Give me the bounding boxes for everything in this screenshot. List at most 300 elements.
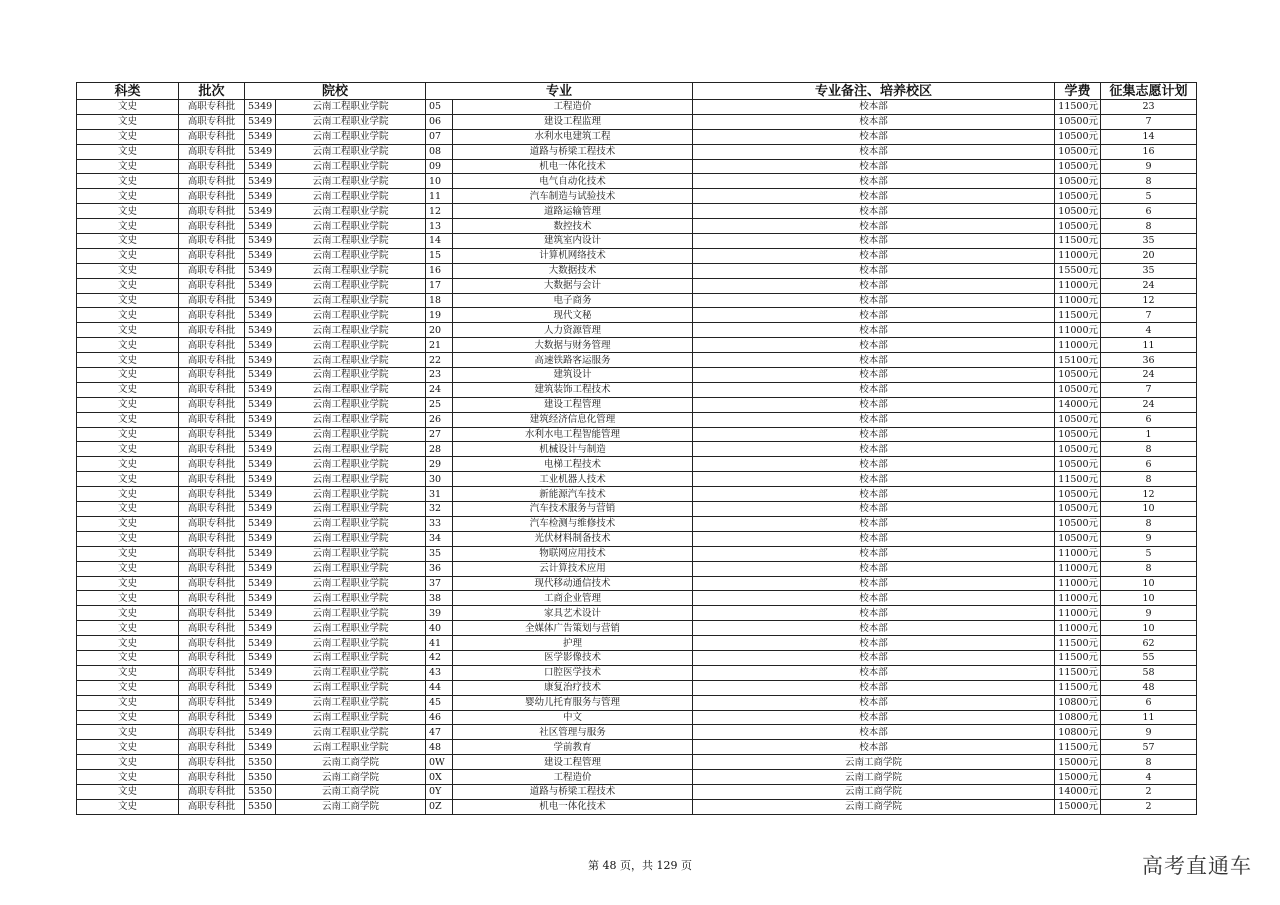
cell-major-code: 10	[426, 174, 453, 189]
cell-school-code: 5349	[245, 263, 276, 278]
cell-major-name: 口腔医学技术	[453, 665, 693, 680]
cell-tuition: 10500元	[1055, 174, 1101, 189]
cell-school-code: 5349	[245, 189, 276, 204]
cell-remarks: 校本部	[693, 680, 1055, 695]
cell-major-name: 大数据与会计	[453, 278, 693, 293]
cell-major-code: 17	[426, 278, 453, 293]
cell-batch: 高职专科批	[179, 710, 245, 725]
cell-batch: 高职专科批	[179, 561, 245, 576]
cell-school-name: 云南工程职业学院	[276, 278, 426, 293]
cell-plan: 4	[1101, 770, 1197, 785]
cell-major-name: 汽车制造与试验技术	[453, 189, 693, 204]
table-row	[77, 502, 1197, 517]
cell-tuition: 10500元	[1055, 457, 1101, 472]
cell-school-code: 5349	[245, 680, 276, 695]
header-remarks: 专业备注、培养校区	[693, 83, 1055, 100]
table-row	[77, 561, 1197, 576]
cell-plan: 23	[1101, 100, 1197, 115]
cell-tuition: 10500元	[1055, 114, 1101, 129]
cell-plan: 2	[1101, 799, 1197, 814]
cell-tuition: 15100元	[1055, 353, 1101, 368]
cell-school-name: 云南工商学院	[276, 784, 426, 799]
cell-major-code: 34	[426, 531, 453, 546]
cell-major-name: 数控技术	[453, 219, 693, 234]
cell-remarks: 校本部	[693, 353, 1055, 368]
cell-remarks: 云南工商学院	[693, 770, 1055, 785]
cell-tuition: 11500元	[1055, 308, 1101, 323]
cell-major-name: 中文	[453, 710, 693, 725]
cell-tuition: 11000元	[1055, 338, 1101, 353]
cell-school-name: 云南工程职业学院	[276, 382, 426, 397]
cell-batch: 高职专科批	[179, 219, 245, 234]
cell-category: 文史	[77, 502, 179, 517]
cell-major-name: 新能源汽车技术	[453, 487, 693, 502]
table-row	[77, 412, 1197, 427]
cell-major-code: 39	[426, 606, 453, 621]
table-row	[77, 397, 1197, 412]
table-row	[77, 323, 1197, 338]
cell-batch: 高职专科批	[179, 606, 245, 621]
cell-major-name: 汽车技术服务与营销	[453, 502, 693, 517]
cell-school-code: 5349	[245, 174, 276, 189]
cell-category: 文史	[77, 323, 179, 338]
cell-school-name: 云南工程职业学院	[276, 263, 426, 278]
table-row	[77, 784, 1197, 799]
cell-major-code: 20	[426, 323, 453, 338]
cell-school-code: 5349	[245, 472, 276, 487]
cell-batch: 高职专科批	[179, 174, 245, 189]
cell-tuition: 10500元	[1055, 219, 1101, 234]
cell-major-name: 机电一体化技术	[453, 799, 693, 814]
cell-school-code: 5349	[245, 278, 276, 293]
cell-major-name: 机械设计与制造	[453, 442, 693, 457]
cell-tuition: 11000元	[1055, 546, 1101, 561]
cell-major-code: 19	[426, 308, 453, 323]
cell-batch: 高职专科批	[179, 472, 245, 487]
cell-remarks: 云南工商学院	[693, 755, 1055, 770]
cell-remarks: 校本部	[693, 487, 1055, 502]
cell-school-name: 云南工程职业学院	[276, 204, 426, 219]
cell-tuition: 11000元	[1055, 606, 1101, 621]
cell-major-name: 物联网应用技术	[453, 546, 693, 561]
cell-school-name: 云南工程职业学院	[276, 189, 426, 204]
cell-plan: 9	[1101, 725, 1197, 740]
cell-remarks: 校本部	[693, 114, 1055, 129]
cell-major-name: 电气自动化技术	[453, 174, 693, 189]
cell-plan: 9	[1101, 606, 1197, 621]
cell-remarks: 云南工商学院	[693, 784, 1055, 799]
cell-school-code: 5349	[245, 114, 276, 129]
cell-category: 文史	[77, 576, 179, 591]
cell-batch: 高职专科批	[179, 665, 245, 680]
cell-major-name: 建筑室内设计	[453, 234, 693, 249]
header-batch: 批次	[179, 83, 245, 100]
cell-tuition: 10500元	[1055, 189, 1101, 204]
cell-remarks: 校本部	[693, 338, 1055, 353]
cell-tuition: 11000元	[1055, 621, 1101, 636]
table-row	[77, 159, 1197, 174]
cell-school-name: 云南工程职业学院	[276, 576, 426, 591]
cell-category: 文史	[77, 397, 179, 412]
cell-school-code: 5349	[245, 725, 276, 740]
cell-major-name: 机电一体化技术	[453, 159, 693, 174]
cell-tuition: 11500元	[1055, 636, 1101, 651]
cell-major-name: 工程造价	[453, 770, 693, 785]
cell-remarks: 校本部	[693, 740, 1055, 755]
cell-tuition: 10500元	[1055, 531, 1101, 546]
cell-batch: 高职专科批	[179, 189, 245, 204]
cell-major-name: 建设工程管理	[453, 397, 693, 412]
cell-batch: 高职专科批	[179, 323, 245, 338]
cell-school-code: 5349	[245, 531, 276, 546]
cell-major-code: 26	[426, 412, 453, 427]
cell-category: 文史	[77, 353, 179, 368]
cell-remarks: 校本部	[693, 576, 1055, 591]
cell-remarks: 校本部	[693, 189, 1055, 204]
cell-major-code: 37	[426, 576, 453, 591]
table-row	[77, 129, 1197, 144]
cell-school-code: 5349	[245, 353, 276, 368]
cell-tuition: 11500元	[1055, 100, 1101, 115]
cell-school-code: 5349	[245, 397, 276, 412]
cell-major-code: 45	[426, 695, 453, 710]
cell-tuition: 11000元	[1055, 561, 1101, 576]
cell-remarks: 校本部	[693, 234, 1055, 249]
cell-school-name: 云南工程职业学院	[276, 234, 426, 249]
cell-category: 文史	[77, 487, 179, 502]
cell-plan: 55	[1101, 650, 1197, 665]
page-number: 第 48 页，共 129 页	[588, 859, 692, 872]
cell-major-name: 电子商务	[453, 293, 693, 308]
cell-remarks: 云南工商学院	[693, 799, 1055, 814]
table-row	[77, 263, 1197, 278]
cell-remarks: 校本部	[693, 382, 1055, 397]
cell-major-code: 18	[426, 293, 453, 308]
cell-batch: 高职专科批	[179, 263, 245, 278]
cell-school-name: 云南工程职业学院	[276, 412, 426, 427]
table-row	[77, 293, 1197, 308]
cell-major-name: 婴幼儿托育服务与管理	[453, 695, 693, 710]
cell-remarks: 校本部	[693, 531, 1055, 546]
cell-plan: 6	[1101, 204, 1197, 219]
cell-school-code: 5349	[245, 204, 276, 219]
cell-plan: 10	[1101, 621, 1197, 636]
cell-category: 文史	[77, 308, 179, 323]
table-row	[77, 144, 1197, 159]
cell-school-name: 云南工程职业学院	[276, 561, 426, 576]
table-row	[77, 695, 1197, 710]
cell-school-code: 5349	[245, 412, 276, 427]
cell-plan: 7	[1101, 308, 1197, 323]
cell-plan: 12	[1101, 293, 1197, 308]
cell-remarks: 校本部	[693, 427, 1055, 442]
cell-remarks: 校本部	[693, 397, 1055, 412]
cell-major-code: 21	[426, 338, 453, 353]
cell-school-name: 云南工商学院	[276, 755, 426, 770]
cell-remarks: 校本部	[693, 665, 1055, 680]
cell-major-code: 06	[426, 114, 453, 129]
cell-batch: 高职专科批	[179, 308, 245, 323]
cell-remarks: 校本部	[693, 368, 1055, 383]
table-row	[77, 278, 1197, 293]
cell-category: 文史	[77, 248, 179, 263]
cell-plan: 58	[1101, 665, 1197, 680]
cell-plan: 7	[1101, 114, 1197, 129]
cell-batch: 高职专科批	[179, 725, 245, 740]
table-row	[77, 100, 1197, 115]
table-row	[77, 725, 1197, 740]
cell-category: 文史	[77, 204, 179, 219]
cell-school-code: 5349	[245, 576, 276, 591]
cell-school-name: 云南工程职业学院	[276, 636, 426, 651]
table-row	[77, 576, 1197, 591]
cell-batch: 高职专科批	[179, 248, 245, 263]
cell-school-name: 云南工程职业学院	[276, 353, 426, 368]
cell-remarks: 校本部	[693, 606, 1055, 621]
cell-tuition: 15500元	[1055, 263, 1101, 278]
cell-batch: 高职专科批	[179, 680, 245, 695]
cell-batch: 高职专科批	[179, 770, 245, 785]
cell-major-name: 康复治疗技术	[453, 680, 693, 695]
cell-tuition: 15000元	[1055, 799, 1101, 814]
cell-major-name: 建筑装饰工程技术	[453, 382, 693, 397]
cell-batch: 高职专科批	[179, 531, 245, 546]
cell-major-code: 46	[426, 710, 453, 725]
cell-category: 文史	[77, 799, 179, 814]
cell-plan: 35	[1101, 263, 1197, 278]
cell-plan: 8	[1101, 561, 1197, 576]
cell-batch: 高职专科批	[179, 755, 245, 770]
cell-school-name: 云南工程职业学院	[276, 621, 426, 636]
cell-school-code: 5349	[245, 323, 276, 338]
cell-plan: 24	[1101, 278, 1197, 293]
cell-school-code: 5349	[245, 457, 276, 472]
cell-major-name: 计算机网络技术	[453, 248, 693, 263]
cell-category: 文史	[77, 725, 179, 740]
cell-category: 文史	[77, 278, 179, 293]
cell-category: 文史	[77, 516, 179, 531]
cell-school-code: 5349	[245, 234, 276, 249]
cell-plan: 9	[1101, 159, 1197, 174]
cell-major-name: 汽车检测与维修技术	[453, 516, 693, 531]
header-tuition: 学费	[1055, 83, 1101, 100]
cell-school-name: 云南工程职业学院	[276, 695, 426, 710]
cell-batch: 高职专科批	[179, 799, 245, 814]
cell-major-code: 11	[426, 189, 453, 204]
cell-school-code: 5349	[245, 591, 276, 606]
table-row	[77, 248, 1197, 263]
cell-category: 文史	[77, 621, 179, 636]
cell-major-name: 人力资源管理	[453, 323, 693, 338]
cell-major-name: 建设工程监理	[453, 114, 693, 129]
header-major: 专业	[426, 83, 693, 100]
cell-batch: 高职专科批	[179, 502, 245, 517]
cell-school-code: 5349	[245, 427, 276, 442]
cell-remarks: 校本部	[693, 621, 1055, 636]
cell-plan: 6	[1101, 412, 1197, 427]
cell-batch: 高职专科批	[179, 234, 245, 249]
table-row	[77, 799, 1197, 814]
table-row	[77, 442, 1197, 457]
cell-school-name: 云南工程职业学院	[276, 174, 426, 189]
cell-major-name: 道路与桥梁工程技术	[453, 784, 693, 799]
cell-major-name: 高速铁路客运服务	[453, 353, 693, 368]
cell-category: 文史	[77, 457, 179, 472]
cell-tuition: 15000元	[1055, 755, 1101, 770]
cell-plan: 8	[1101, 174, 1197, 189]
cell-batch: 高职专科批	[179, 784, 245, 799]
cell-major-code: 44	[426, 680, 453, 695]
cell-school-code: 5349	[245, 442, 276, 457]
cell-batch: 高职专科批	[179, 487, 245, 502]
cell-school-code: 5349	[245, 144, 276, 159]
cell-major-code: 38	[426, 591, 453, 606]
cell-plan: 11	[1101, 710, 1197, 725]
table-row	[77, 472, 1197, 487]
cell-school-code: 5350	[245, 755, 276, 770]
cell-school-name: 云南工程职业学院	[276, 308, 426, 323]
cell-major-code: 32	[426, 502, 453, 517]
cell-school-name: 云南工程职业学院	[276, 397, 426, 412]
table-row	[77, 516, 1197, 531]
cell-major-code: 33	[426, 516, 453, 531]
cell-tuition: 10800元	[1055, 725, 1101, 740]
cell-tuition: 15000元	[1055, 770, 1101, 785]
cell-major-name: 学前教育	[453, 740, 693, 755]
cell-category: 文史	[77, 472, 179, 487]
cell-major-code: 25	[426, 397, 453, 412]
cell-major-name: 水利水电工程智能管理	[453, 427, 693, 442]
cell-major-name: 工程造价	[453, 100, 693, 115]
cell-school-code: 5349	[245, 502, 276, 517]
cell-tuition: 10500元	[1055, 412, 1101, 427]
cell-tuition: 14000元	[1055, 784, 1101, 799]
cell-batch: 高职专科批	[179, 650, 245, 665]
cell-remarks: 校本部	[693, 695, 1055, 710]
cell-school-code: 5349	[245, 621, 276, 636]
cell-school-name: 云南工商学院	[276, 770, 426, 785]
table-row	[77, 650, 1197, 665]
cell-category: 文史	[77, 129, 179, 144]
cell-major-name: 工商企业管理	[453, 591, 693, 606]
cell-batch: 高职专科批	[179, 278, 245, 293]
cell-major-code: 24	[426, 382, 453, 397]
cell-remarks: 校本部	[693, 442, 1055, 457]
cell-major-code: 23	[426, 368, 453, 383]
cell-category: 文史	[77, 606, 179, 621]
cell-batch: 高职专科批	[179, 144, 245, 159]
cell-tuition: 10500元	[1055, 129, 1101, 144]
cell-tuition: 11000元	[1055, 278, 1101, 293]
cell-school-name: 云南工程职业学院	[276, 680, 426, 695]
cell-major-code: 27	[426, 427, 453, 442]
cell-remarks: 校本部	[693, 710, 1055, 725]
cell-school-name: 云南工商学院	[276, 799, 426, 814]
cell-remarks: 校本部	[693, 129, 1055, 144]
cell-tuition: 11500元	[1055, 740, 1101, 755]
cell-major-name: 光伏材料制备技术	[453, 531, 693, 546]
cell-remarks: 校本部	[693, 219, 1055, 234]
cell-tuition: 14000元	[1055, 397, 1101, 412]
cell-school-code: 5349	[245, 546, 276, 561]
cell-category: 文史	[77, 561, 179, 576]
cell-plan: 10	[1101, 591, 1197, 606]
table-row	[77, 621, 1197, 636]
cell-tuition: 11500元	[1055, 472, 1101, 487]
cell-major-name: 道路运输管理	[453, 204, 693, 219]
cell-remarks: 校本部	[693, 412, 1055, 427]
cell-school-code: 5349	[245, 695, 276, 710]
cell-school-code: 5349	[245, 159, 276, 174]
cell-tuition: 11000元	[1055, 248, 1101, 263]
cell-category: 文史	[77, 665, 179, 680]
cell-category: 文史	[77, 740, 179, 755]
cell-remarks: 校本部	[693, 144, 1055, 159]
cell-major-code: 42	[426, 650, 453, 665]
cell-batch: 高职专科批	[179, 591, 245, 606]
cell-school-name: 云南工程职业学院	[276, 442, 426, 457]
cell-category: 文史	[77, 219, 179, 234]
cell-major-code: 47	[426, 725, 453, 740]
cell-tuition: 10500元	[1055, 144, 1101, 159]
cell-school-name: 云南工程职业学院	[276, 219, 426, 234]
cell-batch: 高职专科批	[179, 397, 245, 412]
cell-tuition: 10500元	[1055, 382, 1101, 397]
cell-batch: 高职专科批	[179, 695, 245, 710]
cell-major-code: 0Z	[426, 799, 453, 814]
cell-major-name: 大数据技术	[453, 263, 693, 278]
cell-school-code: 5349	[245, 338, 276, 353]
cell-batch: 高职专科批	[179, 293, 245, 308]
cell-remarks: 校本部	[693, 591, 1055, 606]
cell-category: 文史	[77, 263, 179, 278]
cell-remarks: 校本部	[693, 516, 1055, 531]
table-row	[77, 487, 1197, 502]
cell-school-code: 5349	[245, 740, 276, 755]
cell-plan: 10	[1101, 502, 1197, 517]
cell-batch: 高职专科批	[179, 636, 245, 651]
cell-plan: 9	[1101, 531, 1197, 546]
table-body	[77, 100, 1197, 815]
cell-major-code: 13	[426, 219, 453, 234]
cell-school-name: 云南工程职业学院	[276, 531, 426, 546]
cell-category: 文史	[77, 100, 179, 115]
cell-major-name: 建筑设计	[453, 368, 693, 383]
cell-school-code: 5349	[245, 636, 276, 651]
cell-major-code: 35	[426, 546, 453, 561]
cell-school-code: 5349	[245, 100, 276, 115]
cell-school-code: 5349	[245, 710, 276, 725]
cell-plan: 48	[1101, 680, 1197, 695]
cell-major-code: 31	[426, 487, 453, 502]
cell-tuition: 11500元	[1055, 680, 1101, 695]
cell-remarks: 校本部	[693, 174, 1055, 189]
table-header-row	[77, 83, 1197, 100]
cell-tuition: 11500元	[1055, 650, 1101, 665]
cell-school-code: 5349	[245, 665, 276, 680]
table-row	[77, 189, 1197, 204]
cell-major-code: 0X	[426, 770, 453, 785]
cell-school-code: 5349	[245, 293, 276, 308]
cell-major-code: 05	[426, 100, 453, 115]
cell-batch: 高职专科批	[179, 516, 245, 531]
cell-remarks: 校本部	[693, 159, 1055, 174]
cell-batch: 高职专科批	[179, 100, 245, 115]
cell-batch: 高职专科批	[179, 442, 245, 457]
header-category: 科类	[77, 83, 179, 100]
cell-school-code: 5349	[245, 248, 276, 263]
cell-category: 文史	[77, 368, 179, 383]
